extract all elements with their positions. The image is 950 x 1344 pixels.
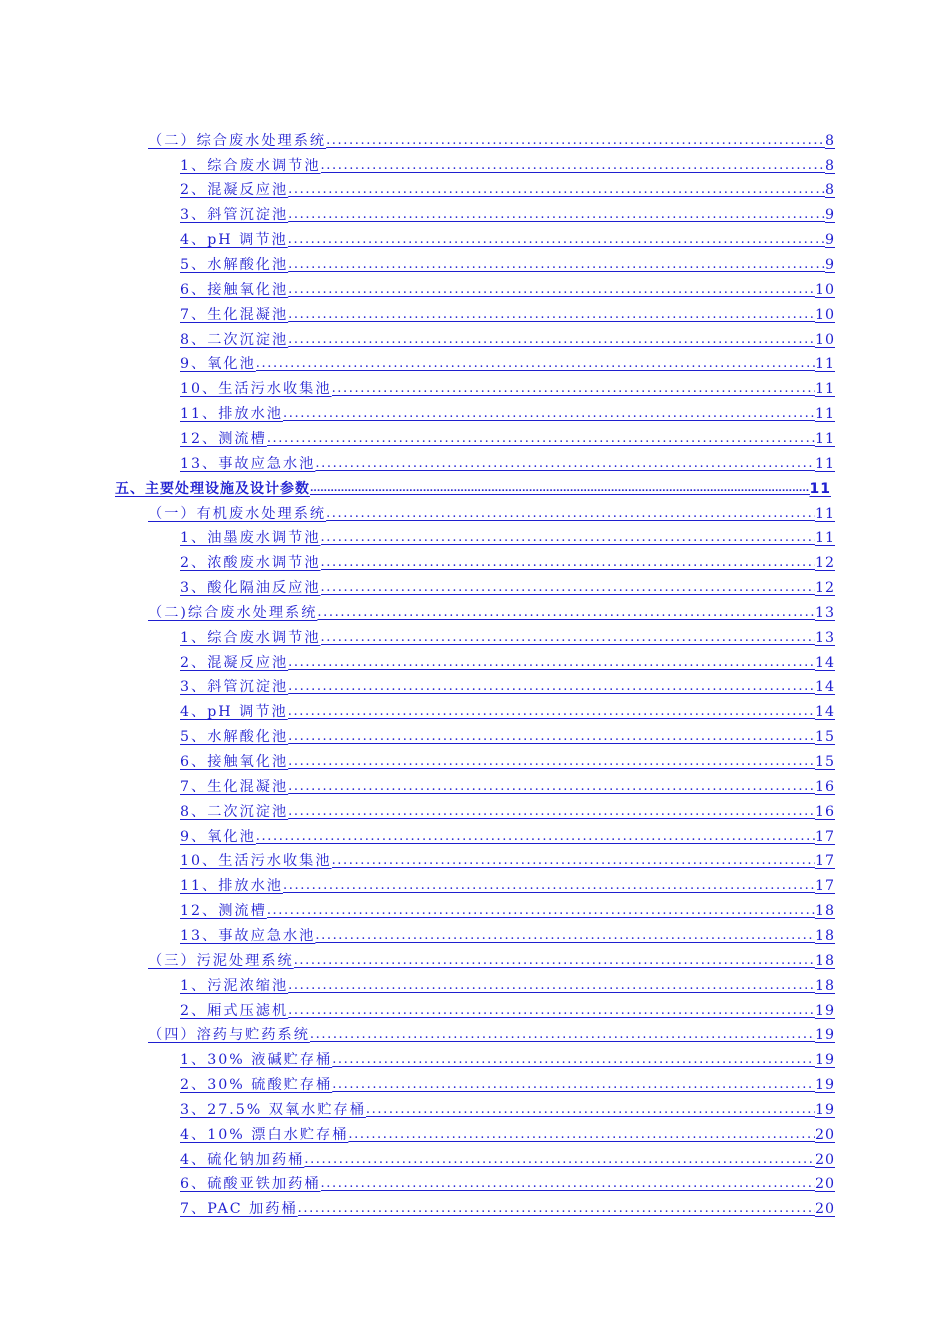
toc-entry-page-number: 20	[814, 1126, 835, 1143]
toc-leader-dots	[288, 305, 815, 325]
toc-entry-title: （四）溶药与贮药系统	[148, 1027, 310, 1044]
toc-entry[interactable]	[180, 747, 835, 772]
toc-leader-dots	[321, 553, 815, 573]
toc-entry[interactable]	[180, 424, 835, 449]
toc-entry-page-number: 13	[814, 629, 835, 646]
toc-leader-dots	[283, 404, 815, 424]
toc-entry[interactable]	[180, 822, 835, 847]
toc-entry[interactable]	[180, 275, 835, 300]
toc-entry[interactable]	[180, 896, 835, 921]
toc-entry-page-number: 9	[824, 257, 835, 274]
toc-entry-title: 9、氧化池	[180, 828, 256, 845]
toc-entry-title: 10、生活污水收集池	[180, 381, 332, 398]
toc-leader-dots	[283, 876, 815, 896]
toc-entry[interactable]	[180, 225, 835, 250]
toc-entry[interactable]	[180, 673, 835, 698]
toc-entry-title: 4、硫化钠加药桶	[180, 1151, 305, 1168]
toc-entry[interactable]	[180, 797, 835, 822]
toc-leader-dots	[310, 479, 810, 499]
toc-entry-page-number: 8	[824, 182, 835, 199]
toc-entry[interactable]	[180, 1120, 835, 1145]
toc-entry[interactable]	[180, 921, 835, 946]
toc-leader-dots	[321, 1174, 815, 1194]
toc-entry-page-number: 9	[824, 232, 835, 249]
toc-entry-page-number: 8	[824, 157, 835, 174]
toc-entry[interactable]	[180, 201, 835, 226]
toc-entry[interactable]	[180, 176, 835, 201]
toc-leader-dots	[288, 255, 825, 275]
toc-entry[interactable]	[180, 1045, 835, 1070]
toc-entry-title: 5、水解酸化池	[180, 729, 289, 746]
toc-entry-page-number: 9	[824, 207, 835, 224]
toc-entry-title: 10、生活污水收集池	[180, 853, 332, 870]
toc-leader-dots	[332, 1050, 815, 1070]
toc-leader-dots	[288, 727, 815, 747]
toc-leader-dots	[288, 653, 815, 673]
toc-leader-dots	[267, 901, 815, 921]
toc-entry-title: 3、27.5% 双氧水贮存桶	[180, 1101, 366, 1118]
toc-entry[interactable]	[148, 499, 835, 524]
toc-entry[interactable]	[180, 151, 835, 176]
toc-entry[interactable]	[180, 698, 835, 723]
toc-entry[interactable]	[180, 350, 835, 375]
toc-entry-title: 3、斜管沉淀池	[180, 679, 289, 696]
toc-entry-page-number: 16	[814, 778, 835, 795]
toc-entry-page-number: 20	[814, 1151, 835, 1168]
toc-entry-title: 五、主要处理设施及设计参数	[115, 480, 310, 497]
toc-entry-page-number: 11	[809, 480, 831, 497]
toc-entry[interactable]	[148, 1021, 835, 1046]
toc-leader-dots	[288, 330, 815, 350]
toc-entry-page-number: 10	[814, 281, 835, 298]
toc-entry[interactable]	[115, 474, 831, 499]
toc-entry-title: （三）污泥处理系统	[148, 952, 294, 969]
toc-leader-dots	[321, 578, 815, 598]
toc-leader-dots	[298, 1199, 815, 1219]
toc-entry[interactable]	[180, 1070, 835, 1095]
toc-entry[interactable]	[180, 573, 835, 598]
toc-leader-dots	[288, 777, 815, 797]
toc-entry[interactable]	[180, 772, 835, 797]
toc-entry[interactable]	[180, 375, 835, 400]
toc-entry-title: 9、氧化池	[180, 356, 256, 373]
toc-leader-dots	[315, 454, 815, 474]
toc-entry-page-number: 12	[814, 580, 835, 597]
toc-entry-title: 1、污泥浓缩池	[180, 977, 289, 994]
toc-entry-page-number: 17	[814, 878, 835, 895]
toc-entry-page-number: 10	[814, 331, 835, 348]
toc-entry[interactable]	[180, 623, 835, 648]
toc-entry-page-number: 11	[814, 455, 835, 472]
toc-entry-page-number: 20	[814, 1176, 835, 1193]
toc-entry-page-number: 11	[814, 430, 835, 447]
toc-entry[interactable]	[180, 449, 835, 474]
toc-entry-title: 1、油墨废水调节池	[180, 530, 321, 547]
toc-leader-dots	[304, 1150, 815, 1170]
toc-leader-dots	[256, 354, 815, 374]
toc-leader-dots	[332, 379, 815, 399]
toc-entry-title: 1、30% 液碱贮存桶	[180, 1052, 333, 1069]
toc-entry[interactable]	[180, 722, 835, 747]
toc-entry-title: 2、混凝反应池	[180, 182, 289, 199]
toc-entry-title: 7、生化混凝池	[180, 778, 289, 795]
toc-entry-page-number: 20	[814, 1201, 835, 1218]
toc-entry-title: 1、综合废水调节池	[180, 157, 321, 174]
toc-leader-dots	[288, 205, 825, 225]
toc-entry[interactable]	[148, 598, 835, 623]
toc-entry-title: 7、生化混凝池	[180, 306, 289, 323]
toc-entry-page-number: 18	[814, 903, 835, 920]
toc-leader-dots	[326, 504, 815, 524]
toc-entry-page-number: 19	[814, 1002, 835, 1019]
toc-leader-dots	[315, 926, 815, 946]
toc-leader-dots	[288, 752, 815, 772]
toc-entry[interactable]	[180, 250, 835, 275]
toc-leader-dots	[288, 230, 825, 250]
toc-entry[interactable]	[180, 847, 835, 872]
toc-entry-title: 13、事故应急水池	[180, 455, 316, 472]
toc-entry[interactable]	[148, 946, 835, 971]
toc-leader-dots	[326, 131, 825, 151]
toc-entry-page-number: 15	[814, 754, 835, 771]
toc-leader-dots	[332, 1075, 815, 1095]
toc-entry-page-number: 11	[814, 505, 835, 522]
toc-entry-page-number: 12	[814, 555, 835, 572]
toc-leader-dots	[321, 628, 815, 648]
toc-leader-dots	[256, 827, 815, 847]
toc-entry-page-number: 14	[814, 704, 835, 721]
toc-entry-page-number: 18	[814, 927, 835, 944]
toc-entry-page-number: 18	[814, 952, 835, 969]
toc-entry-page-number: 10	[814, 306, 835, 323]
toc-leader-dots	[366, 1100, 815, 1120]
toc-entry-title: 2、浓酸废水调节池	[180, 555, 321, 572]
toc-entry[interactable]	[148, 126, 835, 151]
toc-entry[interactable]	[180, 524, 835, 549]
toc-entry-title: 6、接触氧化池	[180, 754, 289, 771]
toc-entry-title: 5、水解酸化池	[180, 257, 289, 274]
toc-entry[interactable]	[180, 1145, 835, 1170]
toc-entry[interactable]	[180, 971, 835, 996]
toc-entry-page-number: 11	[814, 530, 835, 547]
toc-entry-title: 4、pH 调节池	[180, 704, 288, 721]
toc-entry[interactable]	[180, 648, 835, 673]
toc-entry-title: 4、10% 漂白水贮存桶	[180, 1126, 349, 1143]
toc-entry-title: （二）综合废水处理系统	[148, 132, 327, 149]
toc-entry-title: 6、接触氧化池	[180, 281, 289, 298]
toc-entry-page-number: 14	[814, 654, 835, 671]
toc-entry-title: 11、排放水池	[180, 878, 283, 895]
toc-entry-title: （二)综合废水处理系统	[148, 604, 318, 621]
toc-leader-dots	[294, 951, 815, 971]
toc-leader-dots	[288, 802, 815, 822]
toc-entry[interactable]	[180, 548, 835, 573]
toc-entry-title: 8、二次沉淀池	[180, 331, 289, 348]
toc-entry-page-number: 17	[814, 853, 835, 870]
toc-entry-page-number: 19	[814, 1101, 835, 1118]
toc-entry-title: 2、30% 硫酸贮存桶	[180, 1077, 333, 1094]
toc-entry-title: 2、混凝反应池	[180, 654, 289, 671]
toc-entry-page-number: 14	[814, 679, 835, 696]
toc-entry-page-number: 17	[814, 828, 835, 845]
toc-entry-page-number: 11	[814, 356, 835, 373]
toc-leader-dots	[348, 1125, 815, 1145]
toc-entry-title: 7、PAC 加药桶	[180, 1201, 298, 1218]
toc-entry-page-number: 19	[814, 1052, 835, 1069]
toc-entry-page-number: 15	[814, 729, 835, 746]
toc-leader-dots	[288, 976, 815, 996]
toc-entry-page-number: 18	[814, 977, 835, 994]
toc-leader-dots	[317, 603, 815, 623]
toc-entry-page-number: 19	[814, 1077, 835, 1094]
toc-entry-page-number: 16	[814, 803, 835, 820]
toc-entry[interactable]	[180, 325, 835, 350]
toc-leader-dots	[288, 677, 815, 697]
toc-entry-title: 4、pH 调节池	[180, 232, 288, 249]
toc-entry-page-number: 13	[814, 604, 835, 621]
toc-leader-dots	[267, 429, 815, 449]
toc-entry[interactable]	[180, 1170, 835, 1195]
toc-entry-title: 3、斜管沉淀池	[180, 207, 289, 224]
toc-entry-page-number: 11	[814, 381, 835, 398]
toc-entry-page-number: 19	[814, 1027, 835, 1044]
toc-entry-title: （一）有机废水处理系统	[148, 505, 327, 522]
toc-entry[interactable]	[180, 872, 835, 897]
toc-entry[interactable]	[180, 996, 835, 1021]
toc-leader-dots	[332, 851, 815, 871]
toc-leader-dots	[321, 528, 815, 548]
toc-entry-title: 8、二次沉淀池	[180, 803, 289, 820]
toc-leader-dots	[288, 280, 815, 300]
toc-leader-dots	[288, 1001, 815, 1021]
toc-entry-title: 6、硫酸亚铁加药桶	[180, 1176, 321, 1193]
toc-leader-dots	[321, 156, 825, 176]
toc-entry-page-number: 8	[824, 132, 835, 149]
toc-entry-title: 3、酸化隔油反应池	[180, 580, 321, 597]
toc-entry-title: 1、综合废水调节池	[180, 629, 321, 646]
toc-leader-dots	[310, 1025, 815, 1045]
toc-leader-dots	[288, 702, 815, 722]
toc-entry-title: 12、测流槽	[180, 430, 267, 447]
toc-entry-title: 11、排放水池	[180, 406, 283, 423]
toc-entry-title: 12、测流槽	[180, 903, 267, 920]
toc-leader-dots	[288, 180, 825, 200]
toc-entry[interactable]	[180, 1195, 835, 1220]
toc-entry[interactable]	[180, 399, 835, 424]
toc-entry-page-number: 11	[814, 406, 835, 423]
toc-entry-title: 13、事故应急水池	[180, 927, 316, 944]
toc-entry[interactable]	[180, 300, 835, 325]
toc-entry-title: 2、厢式压滤机	[180, 1002, 289, 1019]
toc-entry[interactable]	[180, 1095, 835, 1120]
